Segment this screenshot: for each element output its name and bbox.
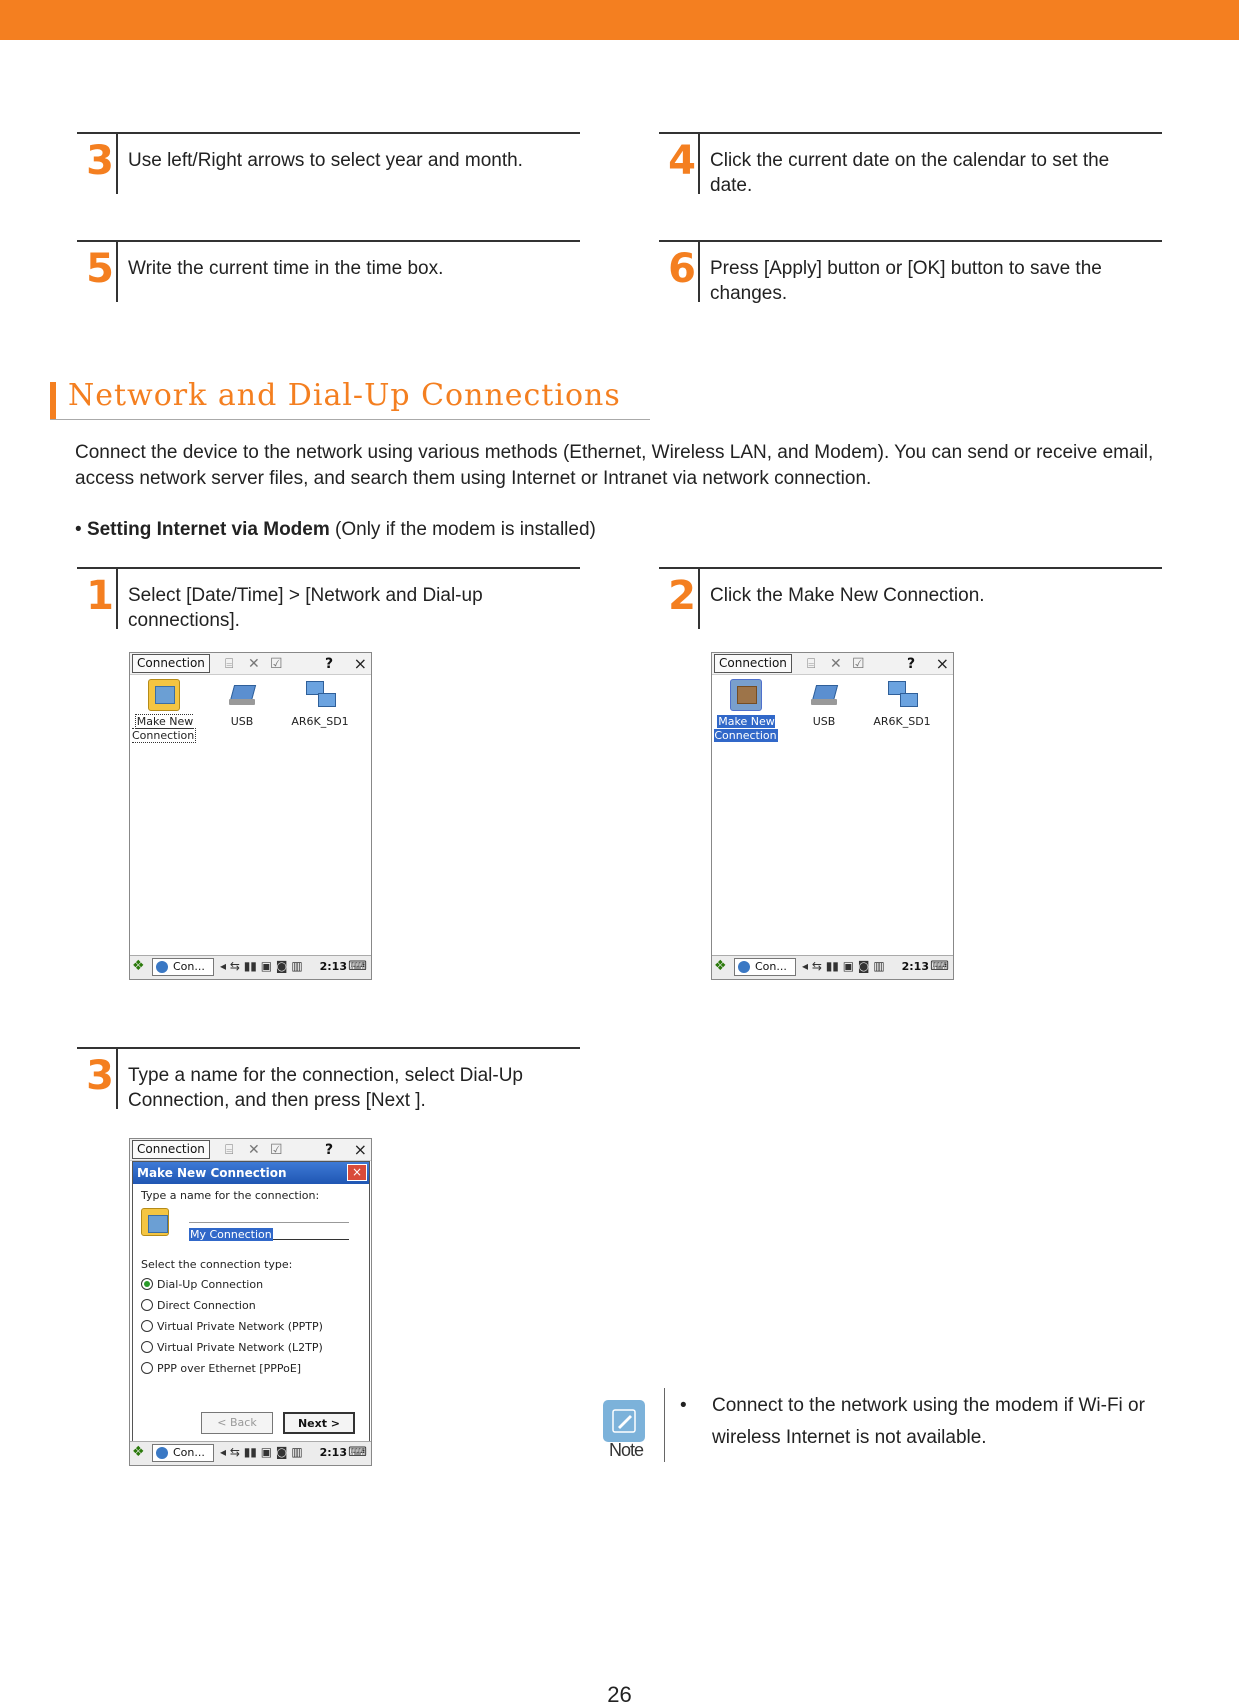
step-number: 3 (86, 138, 114, 184)
start-icon[interactable]: ❖ (714, 958, 727, 974)
laptop-icon (808, 679, 840, 711)
step-text: Type a name for the connection, select Dial-Up Connection, and then press [Next ]. (128, 1065, 523, 1111)
make-new-connection-icon[interactable] (132, 679, 196, 743)
radio-icon (141, 1299, 153, 1311)
note-bullet: • (680, 1395, 687, 1416)
make-new-connection-icon[interactable] (714, 679, 778, 743)
network-icon (304, 679, 336, 711)
properties-icon[interactable]: ☑ (270, 1142, 283, 1158)
icon-label: USB (230, 715, 254, 728)
step-divider (116, 1049, 118, 1109)
radio-icon (141, 1320, 153, 1332)
system-tray-icons[interactable]: ◂ ⇆ ▮▮ ▣ ◙ ▥ (802, 959, 885, 973)
usb-connection-icon[interactable] (792, 679, 856, 729)
step-divider (698, 134, 700, 194)
step-text: Select [Date/Time] > [Network and Dial-up connections]. (128, 585, 483, 631)
radio-selected-icon (141, 1278, 153, 1290)
step-4-calendar (659, 132, 1162, 196)
app-titlebar (130, 653, 371, 675)
step-divider (116, 242, 118, 302)
start-icon[interactable]: ❖ (132, 958, 145, 974)
radio-vpn-pptp[interactable]: Virtual Private Network (PPTP) (141, 1320, 323, 1333)
edit-icon[interactable]: ⌸ (225, 656, 234, 672)
taskbar-connection-button[interactable]: Con... (152, 958, 214, 976)
radio-vpn-l2tp[interactable]: Virtual Private Network (L2TP) (141, 1341, 323, 1354)
note-body: Connect to the network using the modem if Wi-Fi or wireless Internet is not available. (712, 1395, 1145, 1448)
radio-pppoe[interactable]: PPP over Ethernet [PPPoE] (141, 1362, 301, 1375)
taskbar (712, 955, 953, 979)
taskbar (130, 1441, 371, 1465)
folder-icon (148, 679, 180, 711)
step-number: 4 (668, 138, 696, 184)
step-number: 2 (668, 573, 696, 619)
radio-icon (141, 1362, 153, 1374)
clock[interactable]: 2:13 (319, 1446, 347, 1459)
note-label: Note (608, 1440, 644, 1460)
step-text: Click the Make New Connection. (710, 585, 985, 606)
keyboard-icon[interactable]: ⌨ (348, 959, 367, 974)
step-divider (698, 569, 700, 629)
back-button[interactable]: < Back (201, 1412, 273, 1434)
step-divider (116, 134, 118, 194)
delete-icon[interactable]: ✕ (248, 656, 260, 672)
keyboard-icon[interactable]: ⌨ (930, 959, 949, 974)
connection-tab[interactable]: Connection (132, 1140, 210, 1159)
step-number: 6 (668, 246, 696, 292)
start-icon[interactable]: ❖ (132, 1444, 145, 1460)
app-titlebar (130, 1139, 371, 1161)
clock[interactable]: 2:13 (319, 960, 347, 973)
taskbar (130, 955, 371, 979)
note-pencil-icon (603, 1400, 645, 1442)
help-icon[interactable]: ? (325, 656, 334, 672)
modem-step-3 (77, 1047, 580, 1111)
icon-label: USB (812, 715, 836, 728)
icon-label-selected: Make New Connection (714, 715, 777, 742)
screenshot-connection-selected (711, 652, 954, 980)
taskbar-connection-button[interactable]: Con... (734, 958, 796, 976)
laptop-icon (226, 679, 258, 711)
icon-label: AR6K_SD1 (873, 715, 931, 728)
ar6k-connection-icon[interactable] (288, 679, 352, 729)
connection-name-input[interactable]: My Connection (189, 1222, 349, 1240)
section-intro: Connect the device to the network using various methods (Ethernet, Wireless LAN, and Modem). You can send or receive email, access network server files, and search them using Internet or Intranet via network connection. (75, 442, 1154, 489)
properties-icon[interactable]: ☑ (852, 656, 865, 672)
step-5-time (77, 240, 580, 292)
connection-tab[interactable]: Connection (714, 654, 792, 673)
icon-label: Make New Connection (132, 715, 195, 742)
modem-step-2 (659, 567, 1162, 619)
edit-icon[interactable]: ⌸ (225, 1142, 234, 1158)
dialog-title: Make New Connection (133, 1162, 369, 1184)
close-icon[interactable]: × (353, 1140, 367, 1159)
properties-icon[interactable]: ☑ (270, 656, 283, 672)
dialog-close-button[interactable]: × (347, 1164, 367, 1181)
note-divider (664, 1388, 665, 1462)
modem-step-1 (77, 567, 580, 631)
globe-icon (156, 1447, 168, 1459)
step-number: 5 (86, 246, 114, 292)
radio-icon (141, 1341, 153, 1353)
bullet-bold: Setting Internet via Modem (86, 519, 330, 540)
globe-icon (738, 961, 750, 973)
step-divider (698, 242, 700, 302)
step-text: Use left/Right arrows to select year and month. (128, 150, 523, 171)
taskbar-connection-button[interactable]: Con... (152, 1444, 214, 1462)
edit-icon[interactable]: ⌸ (807, 656, 816, 672)
folder-icon (141, 1208, 169, 1236)
make-new-connection-dialog (132, 1161, 370, 1443)
system-tray-icons[interactable]: ◂ ⇆ ▮▮ ▣ ◙ ▥ (220, 959, 303, 973)
step-divider (116, 569, 118, 629)
usb-connection-icon[interactable] (210, 679, 274, 729)
bullet-dot: • (75, 519, 87, 540)
screenshot-make-new-connection (129, 1138, 372, 1466)
step-3-year-month (77, 132, 580, 184)
step-text: Write the current time in the time box. (128, 258, 444, 279)
section-accent-bar (50, 382, 56, 419)
bullet-rest: (Only if the modem is installed) (329, 519, 596, 540)
ar6k-connection-icon[interactable] (870, 679, 934, 729)
next-button[interactable]: Next > (283, 1412, 355, 1434)
section-title: Network and Dial-Up Connections (68, 378, 621, 413)
modem-bullet (75, 519, 596, 541)
close-icon[interactable]: × (353, 654, 367, 673)
radio-dial-up[interactable]: Dial-Up Connection (141, 1278, 263, 1291)
step-text: Click the current date on the calendar to set the date. (710, 150, 1110, 196)
globe-icon (156, 961, 168, 973)
help-icon[interactable]: ? (907, 656, 916, 672)
note-text (680, 1390, 1180, 1454)
connection-tab[interactable]: Connection (132, 654, 210, 673)
header-bar (0, 0, 1239, 40)
icon-label: AR6K_SD1 (291, 715, 349, 728)
step-text: Press [Apply] button or [OK] button to save the changes. (710, 258, 1102, 304)
keyboard-icon[interactable]: ⌨ (348, 1445, 367, 1460)
step-number: 1 (86, 573, 114, 619)
step-number: 3 (86, 1053, 114, 1099)
delete-icon[interactable]: ✕ (248, 1142, 260, 1158)
screenshot-connection-list (129, 652, 372, 980)
page-number: 26 (607, 1682, 632, 1707)
connection-folder-icon (133, 1208, 177, 1240)
help-icon[interactable]: ? (325, 1142, 334, 1158)
folder-icon (730, 679, 762, 711)
network-icon (886, 679, 918, 711)
app-titlebar (712, 653, 953, 675)
system-tray-icons[interactable]: ◂ ⇆ ▮▮ ▣ ◙ ▥ (220, 1445, 303, 1459)
step-6-apply (659, 240, 1162, 304)
radio-direct[interactable]: Direct Connection (141, 1299, 256, 1312)
clock[interactable]: 2:13 (901, 960, 929, 973)
type-prompt: Select the connection type: (141, 1258, 293, 1271)
name-prompt: Type a name for the connection: (141, 1189, 320, 1202)
section-heading (50, 378, 650, 420)
close-icon[interactable]: × (935, 654, 949, 673)
delete-icon[interactable]: ✕ (830, 656, 842, 672)
